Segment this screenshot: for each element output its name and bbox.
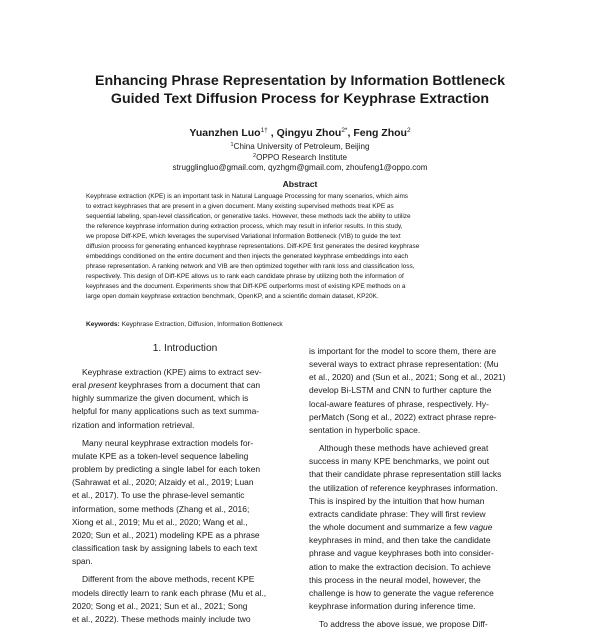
abstract-line: we propose Diff-KPE, which leverages the supervised Variational Information Bottleneck (VIB) to guide the text [86, 232, 401, 240]
author-name: Yuanzhen Luo [189, 127, 261, 139]
abstract-line: keyphrases and the document. Experiments show that Diff-KPE outperforms most of existing KPE methods on a [86, 282, 406, 290]
text-line [309, 398, 535, 411]
section-heading-introduction: 1. Introduction [152, 343, 218, 354]
title-line: Guided Text Diffusion Process for Keyphrase Extraction [110, 91, 490, 107]
line-text: that their candidate phrase representation still lacks [309, 469, 502, 480]
author-mark: 1† [260, 127, 268, 134]
line-text: Many neural keyphrase extraction models for- [82, 437, 254, 448]
abstract-line: embeddings conditioned on the entire document and then injects the generated keyphrase embeddings into each [86, 252, 409, 260]
text-line [72, 529, 298, 542]
keywords-label: Keywords: [86, 321, 120, 328]
text-line [72, 587, 298, 600]
author-name: Feng Zhou [353, 127, 407, 139]
line-text: eral [72, 380, 89, 391]
text-line [72, 613, 298, 626]
text-line [72, 555, 298, 568]
line-text: Although these methods have achieved great [319, 443, 489, 454]
line-text: several ways to extract phrase representation: (Mu [309, 359, 499, 370]
text-line [72, 542, 298, 555]
text-line [72, 476, 298, 489]
line-text: the whole document and summarize a few [309, 522, 470, 533]
text-line [72, 379, 298, 392]
abstract-line: sequential labeling, span-level classification, or generative tasks. However, these methods lack the ability to utilize [86, 212, 411, 220]
line-text: keyphrases in mind, and then take the candidate [309, 535, 491, 546]
line-text: success in many KPE benchmarks, we point out [309, 456, 490, 467]
text-line [72, 419, 298, 432]
line-text: et al., 2022). These methods mainly include two [72, 613, 251, 624]
line-text: challenge is how to generate the vague reference [309, 587, 494, 598]
abstract-line: respectively. This design of Diff-KPE allows us to rank each candidate phrase by utilizing both the information of [86, 272, 404, 280]
text-line [309, 508, 535, 521]
text-line [72, 463, 298, 476]
text-line [72, 437, 298, 450]
paragraph [309, 442, 535, 613]
author-mark: 2 [406, 127, 411, 134]
abstract-line: large open domain keyphrase extraction benchmark, OpenKP, and a scientific domain dataset, KP20K. [86, 292, 379, 300]
abstract-line: phrase representation. A ranking network and VIB are then optimized together with rank loss and classification loss, [86, 262, 415, 270]
line-text: (Sahrawat et al., 2020; Alzaidy et al., 2019; Luan [72, 477, 254, 488]
paragraph [72, 366, 298, 432]
line-text: helpful for many applications such as text summa- [72, 406, 260, 417]
line-text: this process in the neural model, however, the [309, 574, 481, 585]
body-column-right [309, 345, 535, 631]
text-line [309, 442, 535, 455]
text-line [309, 618, 535, 631]
text-line [309, 547, 535, 560]
text-line [309, 495, 535, 508]
text-line [72, 503, 298, 516]
line-text: Xiong et al., 2019; Mu et al., 2020; Wang et al., [72, 516, 248, 527]
author-list: Yuanzhen Luo$^{1\dagger}$ , Qingyu Zhou$^{2*}$, Feng Zhou$^2$ [189, 127, 411, 139]
text-line [72, 600, 298, 613]
line-text: span. [72, 556, 93, 567]
text-line [309, 482, 535, 495]
affiliation-mark: 1 [230, 142, 234, 148]
line-text: Keyphrase extraction (KPE) aims to extract sev- [82, 367, 262, 377]
line-text: local-aware features of phrase, respectively. Hy- [309, 398, 489, 409]
text-line [309, 358, 535, 371]
text-line [309, 600, 535, 613]
text-line [72, 516, 298, 529]
text-line [72, 489, 298, 502]
paragraph [309, 618, 535, 631]
abstract-line: to extract keyphrases that are present in a given document. Many existing supervised methods treat KPE as [86, 202, 394, 210]
text-line [309, 455, 535, 468]
affiliation-text: OPPO Research Institute [256, 153, 347, 162]
line-text: ation to make the extraction decision. To achieve [309, 561, 491, 572]
text-line [72, 405, 298, 418]
line-text: et al., 2017). To use the phrase-level semantic [72, 490, 245, 501]
abstract-line: diffusion process for generating enhanced keyphrase representations. Diff-KPE first generates the desired keyphrase [86, 242, 420, 250]
line-text: problem by predicting a single label for each token [72, 464, 261, 475]
line-text: To address the above issue, we propose Diff- [319, 619, 488, 630]
text-line [72, 573, 298, 586]
abstract-body [86, 192, 532, 301]
affiliation-text: China University of Petroleum, Beijing [233, 142, 370, 151]
text-line [309, 384, 535, 397]
title-line: Enhancing Phrase Representation by Information Bottleneck [95, 73, 505, 89]
line-text: This is inspired by the intuition that how human [309, 495, 485, 506]
text-line [72, 450, 298, 463]
author-name: Qingyu Zhou [276, 127, 342, 139]
line-text: 2020; Song et al., 2021; Sun et al., 2021; Song [72, 600, 248, 611]
body-column-left [72, 366, 298, 626]
affiliation-mark: 2 [253, 153, 257, 159]
paragraph [72, 437, 298, 569]
keywords [86, 320, 532, 330]
author-mark: 2* [341, 127, 348, 134]
line-text: develop Bi-LSTM and CNN to further capture the [309, 385, 492, 396]
text-line [72, 366, 298, 379]
line-text: perMatch (Song et al., 2022) extract phrase repre- [309, 411, 497, 422]
line-text: rization and information retrieval. [72, 419, 195, 430]
line-text: keyphrases from a document that can [116, 380, 261, 391]
text-line [309, 424, 535, 437]
text-line [309, 534, 535, 547]
abstract-line: Keyphrase extraction (KPE) is an important task in Natural Language Processing for many scenarios, which aims [86, 193, 409, 200]
line-text: extracts candidate phrase: They will first review [309, 508, 486, 519]
text-line [309, 561, 535, 574]
text-line [72, 392, 298, 405]
line-text: information, some methods (Zhang et al., 2016; [72, 503, 250, 514]
line-text: classification task by assigning labels to each text [72, 543, 258, 554]
line-text: is important for the model to score them, there are [309, 346, 497, 356]
affiliation [40, 151, 560, 163]
line-text: 2020; Sun et al., 2021) modeling KPE as a phrase [72, 529, 260, 540]
paragraph [309, 345, 535, 437]
email-list: strugglingluo@gmail.com, qyzhgm@gmail.com, zhoufeng1@oppo.com [172, 163, 428, 172]
text-line [309, 521, 535, 534]
line-text: models directly learn to rank each phrase (Mu et al., [72, 587, 267, 598]
line-text: sentation in hyperbolic space. [309, 424, 421, 435]
line-text: highly summarize the given document, which is [72, 393, 249, 404]
emphasis-text: present [88, 380, 117, 391]
text-line [309, 587, 535, 600]
line-text: phrase and vague keyphrases both into consider- [309, 548, 494, 559]
text-line [309, 371, 535, 384]
line-text: the utilization of reference keyphrases information. [309, 482, 498, 493]
paper-title [40, 72, 560, 108]
keywords-list: Keyphrase Extraction, Diffusion, Information Bottleneck [121, 321, 283, 328]
line-text: et al., 2020) and (Sun et al., 2021; Song et al., 2021) [309, 372, 506, 383]
abstract-heading: Abstract [282, 179, 318, 189]
text-line [309, 468, 535, 481]
emphasis-text: vague [469, 522, 493, 533]
text-line [309, 345, 535, 358]
line-text: keyphrase information during inference time. [309, 600, 476, 611]
text-line [309, 411, 535, 424]
abstract-line: the reference keyphrase information during extraction process, which may result in inferior results. In this study, [86, 222, 403, 230]
line-text: Different from the above methods, recent KPE [82, 574, 255, 585]
text-line [309, 574, 535, 587]
line-text: mulate KPE as a token-level sequence labeling [72, 450, 249, 461]
